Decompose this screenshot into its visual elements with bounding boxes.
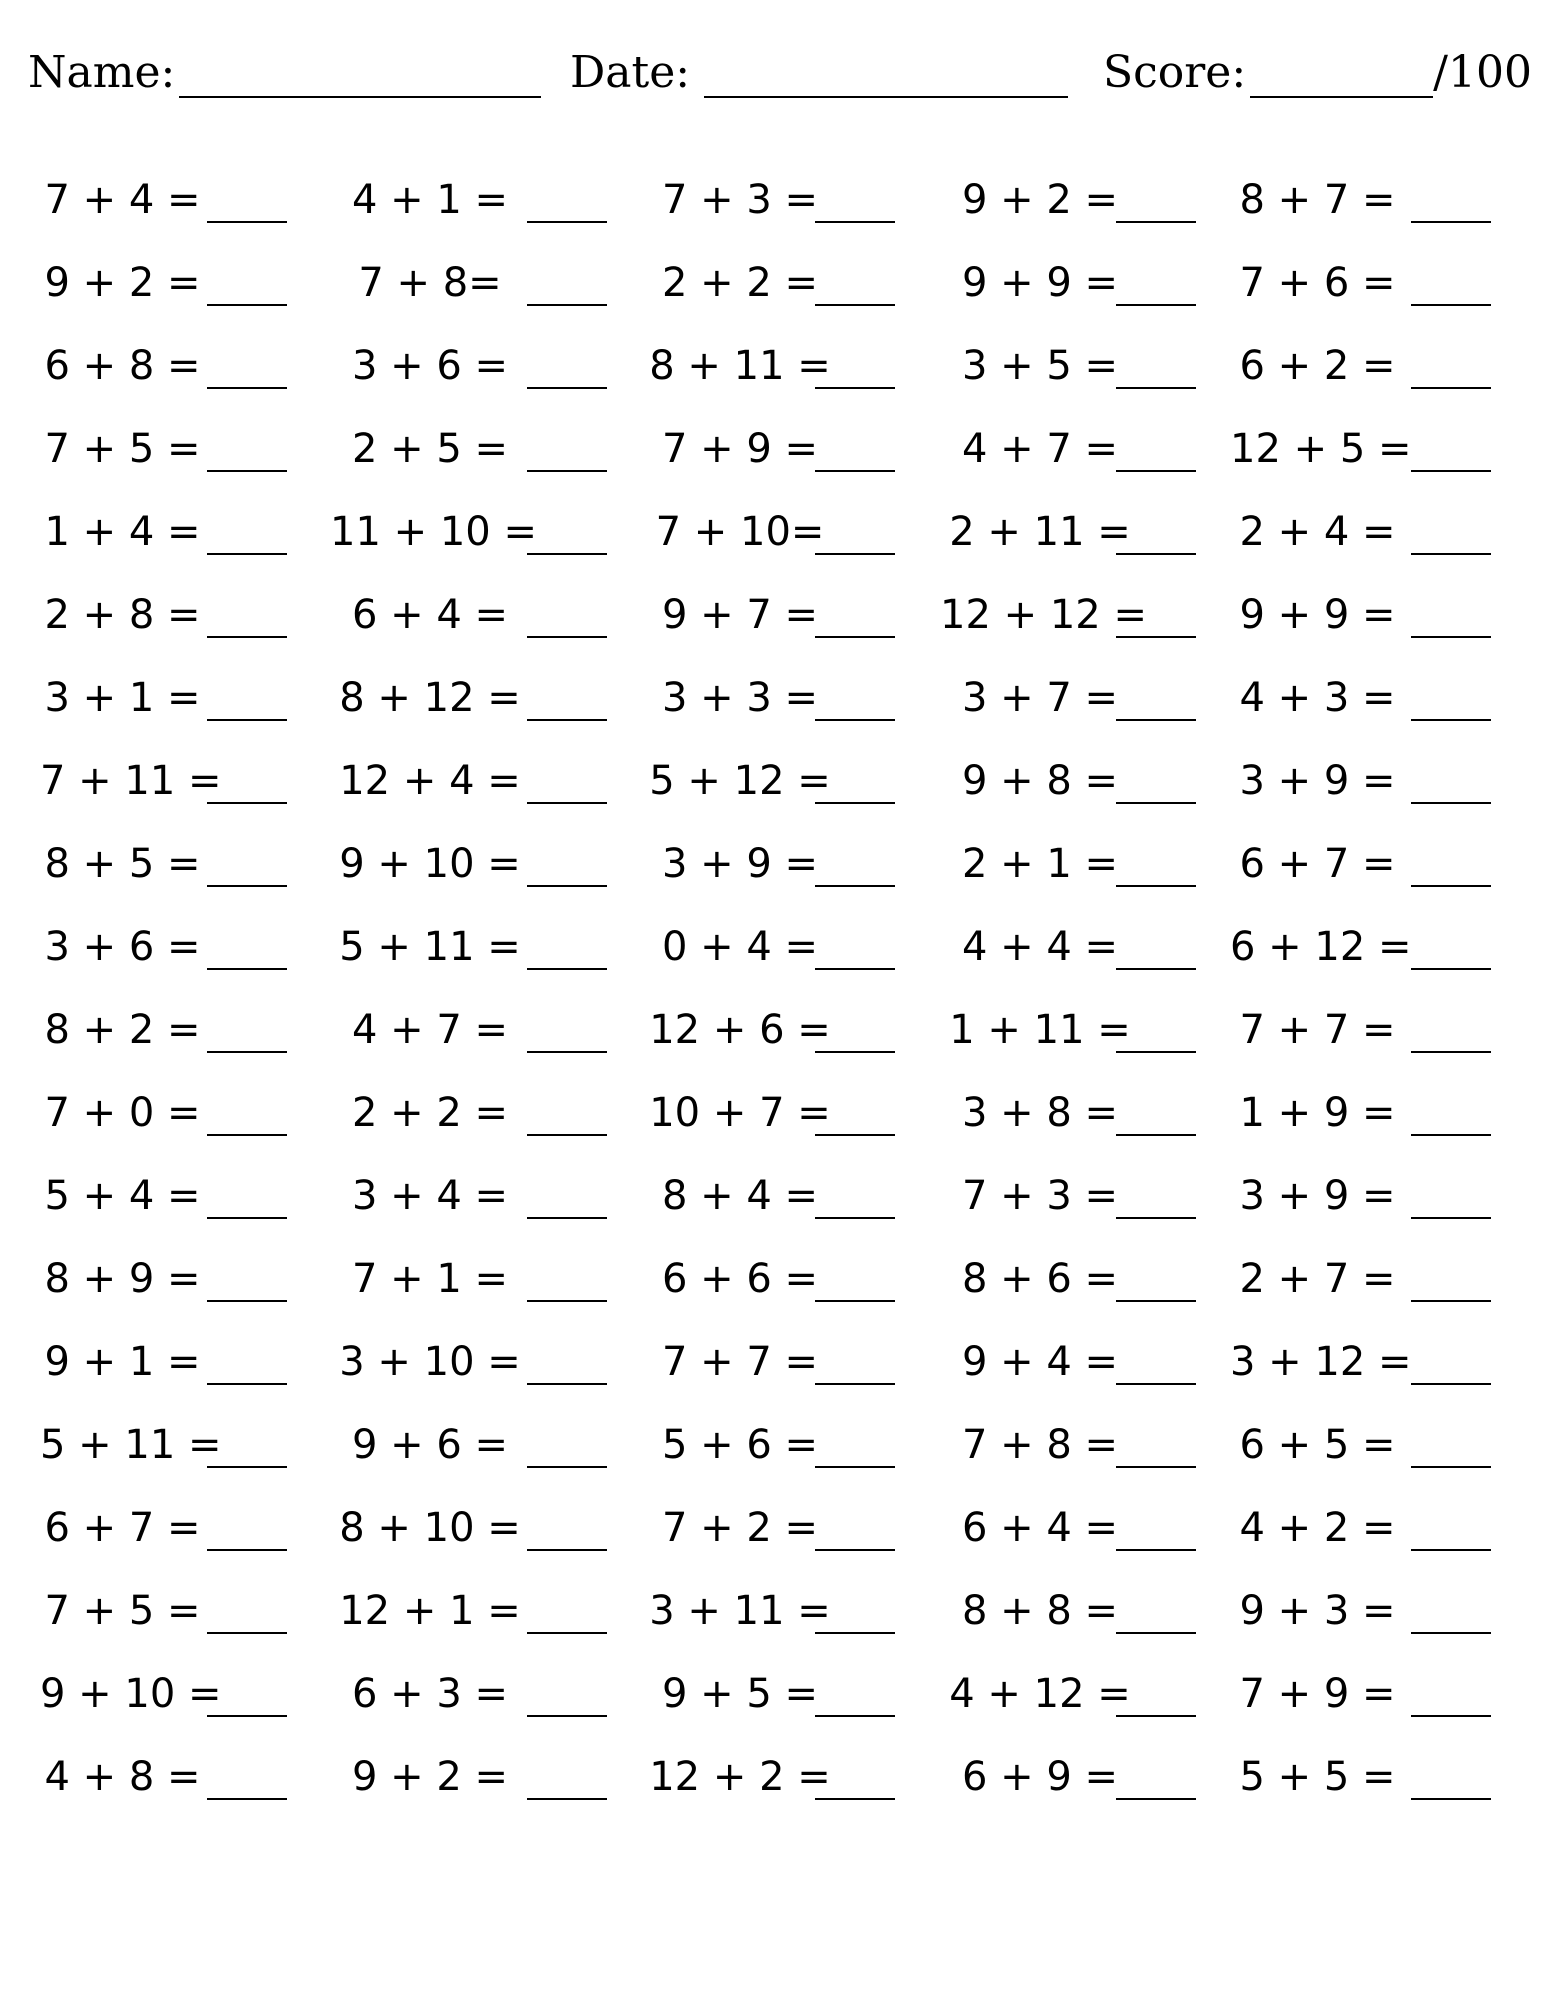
- answer-blank[interactable]: [1116, 1134, 1196, 1136]
- problem-row: [0, 1244, 1545, 1327]
- problem-row: [0, 746, 1545, 829]
- answer-blank[interactable]: [1411, 1051, 1491, 1053]
- equation: 7 + 3 =: [661, 177, 819, 223]
- equation: 8 + 8 =: [961, 1588, 1119, 1634]
- equation: 12 + 2 =: [649, 1754, 831, 1800]
- answer-blank[interactable]: [815, 221, 895, 223]
- answer-blank[interactable]: [1411, 1632, 1491, 1634]
- answer-blank[interactable]: [207, 1632, 287, 1634]
- answer-blank[interactable]: [527, 1134, 607, 1136]
- equation: 8 + 9 =: [44, 1256, 201, 1302]
- equation: 6 + 7 =: [1239, 841, 1396, 887]
- equation: 12 + 5 =: [1230, 426, 1412, 472]
- date-field: [570, 36, 1068, 98]
- equation: 9 + 3 =: [1239, 1588, 1396, 1634]
- equation: 3 + 11 =: [649, 1588, 831, 1634]
- equation: 7 + 4 =: [44, 177, 201, 223]
- answer-blank[interactable]: [207, 221, 287, 223]
- equation: 4 + 3 =: [1239, 675, 1396, 721]
- equation: 9 + 7 =: [661, 592, 819, 638]
- answer-blank[interactable]: [207, 387, 287, 389]
- equation: 12 + 12 =: [940, 592, 1147, 638]
- answer-blank[interactable]: [815, 1134, 895, 1136]
- equation: 2 + 1 =: [961, 841, 1119, 887]
- answer-blank[interactable]: [815, 636, 895, 638]
- answer-blank[interactable]: [1116, 553, 1196, 555]
- answer-blank[interactable]: [527, 1217, 607, 1219]
- equation: 9 + 10 =: [40, 1671, 222, 1717]
- answer-blank[interactable]: [1116, 719, 1196, 721]
- answer-blank[interactable]: [1116, 1632, 1196, 1634]
- answer-blank[interactable]: [1116, 304, 1196, 306]
- answer-blank[interactable]: [1411, 553, 1491, 555]
- equation: 6 + 4 =: [961, 1505, 1119, 1551]
- answer-blank[interactable]: [1411, 470, 1491, 472]
- equation: 7 + 0 =: [44, 1090, 201, 1136]
- equation: 4 + 4 =: [961, 924, 1119, 970]
- answer-blank[interactable]: [815, 1798, 895, 1800]
- answer-blank[interactable]: [207, 1383, 287, 1385]
- equation: 9 + 8 =: [961, 758, 1119, 804]
- equation: 8 + 7 =: [1239, 177, 1396, 223]
- answer-blank[interactable]: [1116, 221, 1196, 223]
- answer-blank[interactable]: [1116, 802, 1196, 804]
- answer-blank[interactable]: [815, 553, 895, 555]
- problem-row: [0, 1493, 1545, 1576]
- answer-blank[interactable]: [527, 1051, 607, 1053]
- equation: 1 + 11 =: [949, 1007, 1131, 1053]
- answer-blank[interactable]: [815, 1383, 895, 1385]
- problem-row: [0, 248, 1545, 331]
- answer-blank[interactable]: [815, 1300, 895, 1302]
- equation: 8 + 5 =: [44, 841, 201, 887]
- equation: 7 + 8 =: [961, 1422, 1119, 1468]
- answer-blank[interactable]: [207, 1715, 287, 1717]
- worksheet-header: [0, 36, 1545, 106]
- equation: 1 + 9 =: [1239, 1090, 1396, 1136]
- equation: 6 + 4 =: [351, 592, 509, 638]
- equation: 10 + 7 =: [649, 1090, 831, 1136]
- answer-blank[interactable]: [1411, 1798, 1491, 1800]
- problem-row: [0, 414, 1545, 497]
- problem-row: [0, 1410, 1545, 1493]
- answer-blank[interactable]: [207, 885, 287, 887]
- equation: 4 + 1 =: [351, 177, 509, 223]
- answer-blank[interactable]: [1411, 1549, 1491, 1551]
- answer-blank[interactable]: [1116, 1715, 1196, 1717]
- answer-blank[interactable]: [207, 968, 287, 970]
- answer-blank[interactable]: [1411, 885, 1491, 887]
- answer-blank[interactable]: [527, 636, 607, 638]
- answer-blank[interactable]: [527, 1466, 607, 1468]
- problem-row: [0, 580, 1545, 663]
- answer-blank[interactable]: [1116, 1383, 1196, 1385]
- equation: 5 + 5 =: [1239, 1754, 1396, 1800]
- answer-blank[interactable]: [207, 1134, 287, 1136]
- problem-row: [0, 663, 1545, 746]
- equation: 3 + 1 =: [44, 675, 201, 721]
- equation: 7 + 5 =: [44, 426, 201, 472]
- answer-blank[interactable]: [1411, 719, 1491, 721]
- equation: 7 + 8=: [358, 260, 502, 306]
- equation: 3 + 3 =: [661, 675, 819, 721]
- equation: 8 + 10 =: [339, 1505, 521, 1551]
- answer-blank[interactable]: [1411, 1217, 1491, 1219]
- equation: 6 + 8 =: [44, 343, 201, 389]
- answer-blank[interactable]: [1411, 1300, 1491, 1302]
- equation: 6 + 9 =: [961, 1754, 1119, 1800]
- equation: 7 + 2 =: [661, 1505, 819, 1551]
- answer-blank[interactable]: [207, 1549, 287, 1551]
- answer-blank[interactable]: [207, 1051, 287, 1053]
- equation: 12 + 1 =: [339, 1588, 521, 1634]
- name-field: [28, 36, 541, 98]
- equation: 7 + 6 =: [1239, 260, 1396, 306]
- problem-row: [0, 829, 1545, 912]
- answer-blank[interactable]: [1116, 470, 1196, 472]
- equation: 2 + 7 =: [1239, 1256, 1396, 1302]
- equation: 6 + 6 =: [661, 1256, 819, 1302]
- answer-blank[interactable]: [1116, 636, 1196, 638]
- equation: 7 + 7 =: [661, 1339, 819, 1385]
- answer-blank[interactable]: [527, 885, 607, 887]
- equation: 9 + 9 =: [961, 260, 1119, 306]
- problem-row: [0, 1161, 1545, 1244]
- answer-blank[interactable]: [527, 470, 607, 472]
- equation: 4 + 7 =: [961, 426, 1119, 472]
- equation: 7 + 9 =: [661, 426, 819, 472]
- equation: 7 + 9 =: [1239, 1671, 1396, 1717]
- equation: 6 + 7 =: [44, 1505, 201, 1551]
- answer-blank[interactable]: [207, 1798, 287, 1800]
- answer-blank[interactable]: [527, 1632, 607, 1634]
- answer-blank[interactable]: [815, 1051, 895, 1053]
- equation: 12 + 4 =: [339, 758, 521, 804]
- problem-row: [0, 1327, 1545, 1410]
- equation: 3 + 10 =: [339, 1339, 521, 1385]
- equation: 3 + 7 =: [961, 675, 1119, 721]
- answer-blank[interactable]: [1116, 1466, 1196, 1468]
- equation: 3 + 8 =: [961, 1090, 1119, 1136]
- answer-blank[interactable]: [815, 885, 895, 887]
- equation: 7 + 7 =: [1239, 1007, 1396, 1053]
- equation: 6 + 12 =: [1230, 924, 1412, 970]
- equation: 12 + 6 =: [649, 1007, 831, 1053]
- answer-blank[interactable]: [815, 1217, 895, 1219]
- answer-blank[interactable]: [1116, 387, 1196, 389]
- answer-blank[interactable]: [527, 553, 607, 555]
- answer-blank[interactable]: [207, 1217, 287, 1219]
- equation: 3 + 6 =: [44, 924, 201, 970]
- answer-blank[interactable]: [1116, 1051, 1196, 1053]
- answer-blank[interactable]: [1116, 968, 1196, 970]
- equation: 9 + 10 =: [339, 841, 521, 887]
- equation: 2 + 2 =: [661, 260, 819, 306]
- answer-blank[interactable]: [527, 221, 607, 223]
- equation: 2 + 2 =: [351, 1090, 509, 1136]
- problem-row: [0, 1576, 1545, 1659]
- equation: 4 + 2 =: [1239, 1505, 1396, 1551]
- answer-blank[interactable]: [527, 802, 607, 804]
- answer-blank[interactable]: [815, 1715, 895, 1717]
- equation: 3 + 9 =: [1239, 758, 1396, 804]
- answer-blank[interactable]: [1411, 387, 1491, 389]
- equation: 8 + 6 =: [961, 1256, 1119, 1302]
- equation: 7 + 11 =: [40, 758, 222, 804]
- answer-blank[interactable]: [1411, 1466, 1491, 1468]
- equation: 3 + 5 =: [961, 343, 1119, 389]
- score-input-line[interactable]: [1250, 44, 1433, 98]
- problem-row: [0, 912, 1545, 995]
- answer-blank[interactable]: [527, 1383, 607, 1385]
- equation: 6 + 5 =: [1239, 1422, 1396, 1468]
- equation: 6 + 3 =: [351, 1671, 509, 1717]
- answer-blank[interactable]: [207, 470, 287, 472]
- name-input-line[interactable]: [179, 44, 541, 98]
- answer-blank[interactable]: [527, 1715, 607, 1717]
- answer-blank[interactable]: [1116, 1549, 1196, 1551]
- problem-row: [0, 1742, 1545, 1825]
- problem-row: [0, 331, 1545, 414]
- equation: 6 + 2 =: [1239, 343, 1396, 389]
- equation: 9 + 1 =: [44, 1339, 201, 1385]
- answer-blank[interactable]: [207, 1466, 287, 1468]
- equation: 9 + 2 =: [44, 260, 201, 306]
- answer-blank[interactable]: [815, 304, 895, 306]
- equation: 3 + 9 =: [1239, 1173, 1396, 1219]
- answer-blank[interactable]: [207, 636, 287, 638]
- answer-blank[interactable]: [1411, 1134, 1491, 1136]
- equation: 2 + 4 =: [1239, 509, 1396, 555]
- score-label: Score:: [1103, 47, 1247, 98]
- answer-blank[interactable]: [1411, 968, 1491, 970]
- equation: 5 + 11 =: [339, 924, 521, 970]
- answer-blank[interactable]: [815, 719, 895, 721]
- problem-grid: [0, 165, 1545, 1825]
- answer-blank[interactable]: [207, 553, 287, 555]
- problem-row: [0, 1659, 1545, 1742]
- equation: 7 + 3 =: [961, 1173, 1119, 1219]
- answer-blank[interactable]: [1411, 221, 1491, 223]
- equation: 5 + 11 =: [40, 1422, 222, 1468]
- equation: 4 + 12 =: [949, 1671, 1131, 1717]
- answer-blank[interactable]: [815, 387, 895, 389]
- equation: 3 + 9 =: [661, 841, 819, 887]
- equation: 4 + 8 =: [44, 1754, 201, 1800]
- equation: 9 + 4 =: [961, 1339, 1119, 1385]
- answer-blank[interactable]: [1116, 1300, 1196, 1302]
- answer-blank[interactable]: [527, 719, 607, 721]
- answer-blank[interactable]: [1411, 802, 1491, 804]
- answer-blank[interactable]: [1116, 1798, 1196, 1800]
- answer-blank[interactable]: [815, 802, 895, 804]
- equation: 5 + 12 =: [649, 758, 831, 804]
- equation: 9 + 9 =: [1239, 592, 1396, 638]
- answer-blank[interactable]: [1116, 885, 1196, 887]
- equation: 3 + 12 =: [1230, 1339, 1412, 1385]
- answer-blank[interactable]: [1411, 636, 1491, 638]
- problem-row: [0, 497, 1545, 580]
- answer-blank[interactable]: [207, 304, 287, 306]
- answer-blank[interactable]: [527, 968, 607, 970]
- answer-blank[interactable]: [527, 304, 607, 306]
- equation: 1 + 4 =: [44, 509, 201, 555]
- answer-blank[interactable]: [527, 387, 607, 389]
- equation: 11 + 10 =: [330, 509, 537, 555]
- equation: 9 + 5 =: [661, 1671, 819, 1717]
- equation: 3 + 6 =: [351, 343, 509, 389]
- equation: 2 + 11 =: [949, 509, 1131, 555]
- equation: 4 + 7 =: [351, 1007, 509, 1053]
- date-input-line[interactable]: [704, 44, 1068, 98]
- equation: 5 + 4 =: [44, 1173, 201, 1219]
- answer-blank[interactable]: [815, 968, 895, 970]
- equation: 9 + 6 =: [351, 1422, 509, 1468]
- equation: 0 + 4 =: [661, 924, 819, 970]
- problem-row: [0, 165, 1545, 248]
- equation: 9 + 2 =: [351, 1754, 509, 1800]
- answer-blank[interactable]: [1411, 1383, 1491, 1385]
- equation: 2 + 5 =: [351, 426, 509, 472]
- equation: 2 + 8 =: [44, 592, 201, 638]
- answer-blank[interactable]: [1411, 1715, 1491, 1717]
- equation: 7 + 5 =: [44, 1588, 201, 1634]
- problem-row: [0, 1078, 1545, 1161]
- score-total: /100: [1433, 47, 1532, 98]
- equation: 5 + 6 =: [661, 1422, 819, 1468]
- name-label: Name:: [28, 47, 176, 98]
- answer-blank[interactable]: [527, 1300, 607, 1302]
- answer-blank[interactable]: [1116, 1217, 1196, 1219]
- answer-blank[interactable]: [207, 719, 287, 721]
- equation: 8 + 4 =: [661, 1173, 819, 1219]
- problem-row: [0, 995, 1545, 1078]
- answer-blank[interactable]: [815, 1466, 895, 1468]
- score-field: [1103, 36, 1532, 98]
- answer-blank[interactable]: [815, 1632, 895, 1634]
- answer-blank[interactable]: [815, 1549, 895, 1551]
- equation: 3 + 4 =: [351, 1173, 509, 1219]
- answer-blank[interactable]: [207, 1300, 287, 1302]
- equation: 8 + 2 =: [44, 1007, 201, 1053]
- equation: 9 + 2 =: [961, 177, 1119, 223]
- answer-blank[interactable]: [527, 1798, 607, 1800]
- equation: 8 + 11 =: [649, 343, 831, 389]
- equation: 8 + 12 =: [339, 675, 521, 721]
- date-label: Date:: [570, 47, 691, 98]
- answer-blank[interactable]: [207, 802, 287, 804]
- equation: 7 + 1 =: [351, 1256, 509, 1302]
- answer-blank[interactable]: [1411, 304, 1491, 306]
- answer-blank[interactable]: [527, 1549, 607, 1551]
- equation: 7 + 10=: [655, 509, 825, 555]
- answer-blank[interactable]: [815, 470, 895, 472]
